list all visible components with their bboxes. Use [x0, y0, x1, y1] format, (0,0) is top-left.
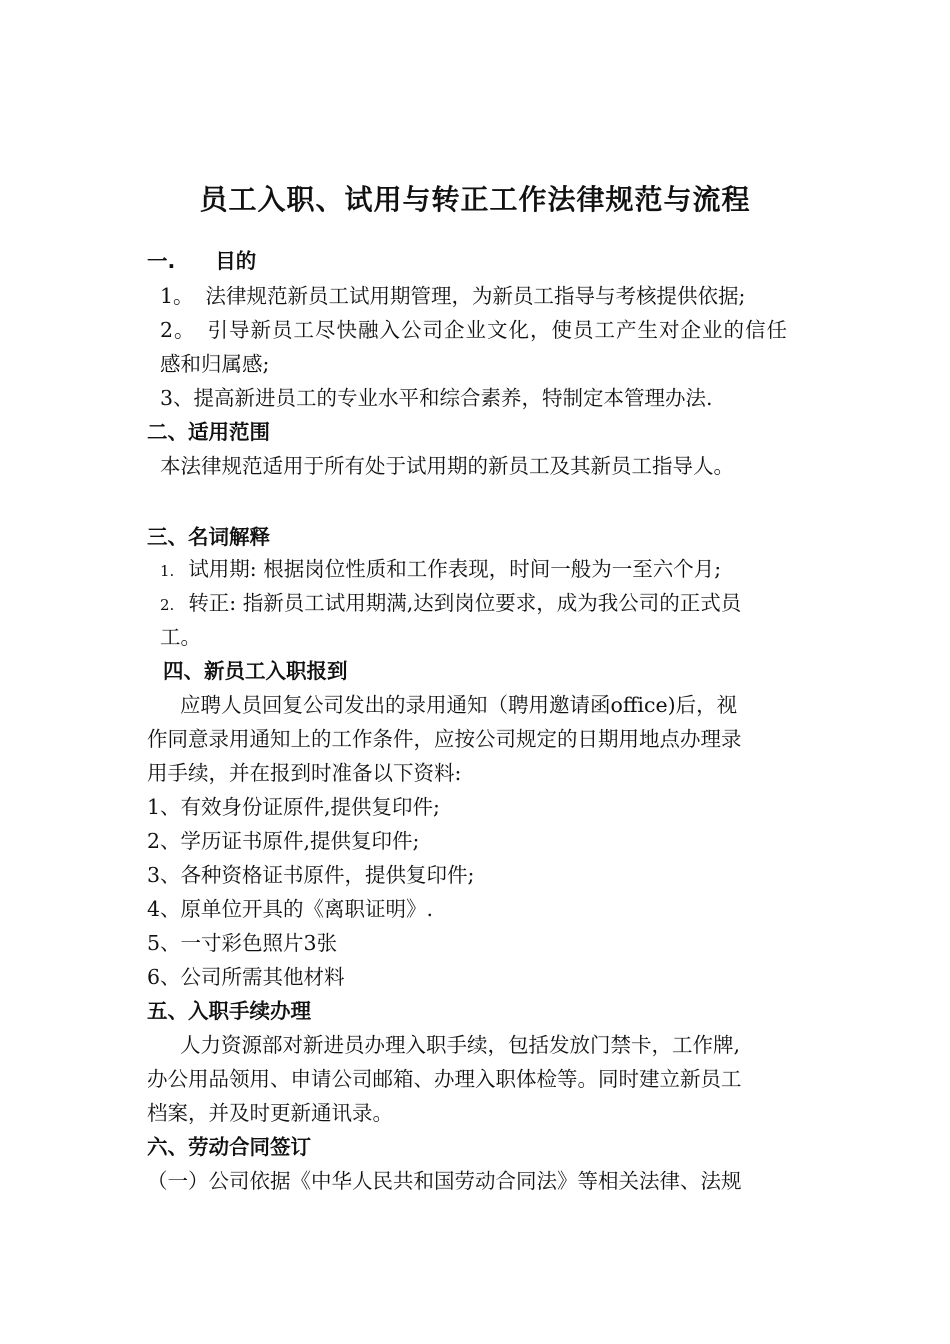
section-5-para-line-2: 办公用品领用、申请公司邮箱、办理入职体检等。同时建立新员工 [147, 1067, 742, 1091]
section-4-list-item-3: 3、各种资格证书原件，提供复印件; [147, 863, 475, 887]
section-4-list-item-6: 6、公司所需其他材料 [147, 965, 345, 989]
section-4-list-item-1: 1、有效身份证原件,提供复印件; [147, 795, 440, 819]
section-1-item-1 [160, 279, 745, 313]
item-number: 1. [160, 562, 175, 580]
section-6-text: （一）公司依据《中华人民共和国劳动合同法》等相关法律、法规 [147, 1169, 742, 1193]
section-5-heading: 五、入职手续办理 [147, 999, 311, 1023]
item-number: 3、 [160, 386, 194, 410]
section-3-item-1 [160, 552, 721, 588]
section-1-item-2 [160, 313, 788, 347]
section-4-para-line-1: 应聘人员回复公司发出的录用通知（聘用邀请函office)后，视 [180, 693, 738, 717]
section-3-item-2 [160, 586, 741, 622]
section-3-item-2-continued: 工。 [160, 625, 201, 649]
section-4-para-line-3: 用手续，并在报到时准备以下资料: [147, 761, 462, 785]
section-4-list-item-4: 4、原单位开具的《离职证明》. [147, 897, 434, 921]
item-text: 引导新员工尽快融入公司企业文化，使员工产生对企业的信任 [207, 318, 789, 342]
section-6-heading: 六、劳动合同签订 [147, 1135, 311, 1159]
item-text: 提高新进员工的专业水平和综合素养，特制定本管理办法. [193, 386, 713, 410]
section-4-heading: 四、新员工入职报到 [163, 659, 348, 683]
item-text: 法律规范新员工试用期管理，为新员工指导与考核提供依据; [205, 284, 746, 308]
section-4-list-item-5: 5、一寸彩色照片3张 [147, 931, 338, 955]
item-text: 转正: 指新员工试用期满,达到岗位要求，成为我公司的正式员 [188, 591, 742, 615]
section-1-heading [147, 244, 256, 278]
section-2-text: 本法律规范适用于所有处于试用期的新员工及其新员工指导人。 [160, 454, 734, 478]
section-3-heading: 三、名词解释 [147, 525, 270, 549]
section-1-number: 一. [147, 249, 176, 273]
section-1-title: 目的 [215, 249, 257, 273]
item-text: 试用期: 根据岗位性质和工作表现，时间一般为一至六个月; [188, 557, 722, 581]
section-5-para-line-3: 档案，并及时更新通讯录。 [147, 1101, 393, 1125]
document-title: 员工入职、试用与转正工作法律规范与流程 [199, 183, 751, 216]
section-1-item-2-continued: 感和归属感; [160, 352, 270, 376]
section-5-para-line-1: 人力资源部对新进员办理入职手续，包括发放门禁卡，工作牌, [180, 1033, 741, 1057]
item-number: 1。 [160, 284, 194, 308]
section-1-item-3 [160, 381, 713, 415]
section-4-list-item-2: 2、学历证书原件,提供复印件; [147, 829, 420, 853]
item-number: 2。 [160, 318, 196, 342]
section-4-para-line-2: 作同意录用通知上的工作条件，应按公司规定的日期用地点办理录 [147, 727, 742, 751]
section-2-heading: 二、适用范围 [147, 420, 270, 444]
item-number: 2. [160, 596, 175, 614]
